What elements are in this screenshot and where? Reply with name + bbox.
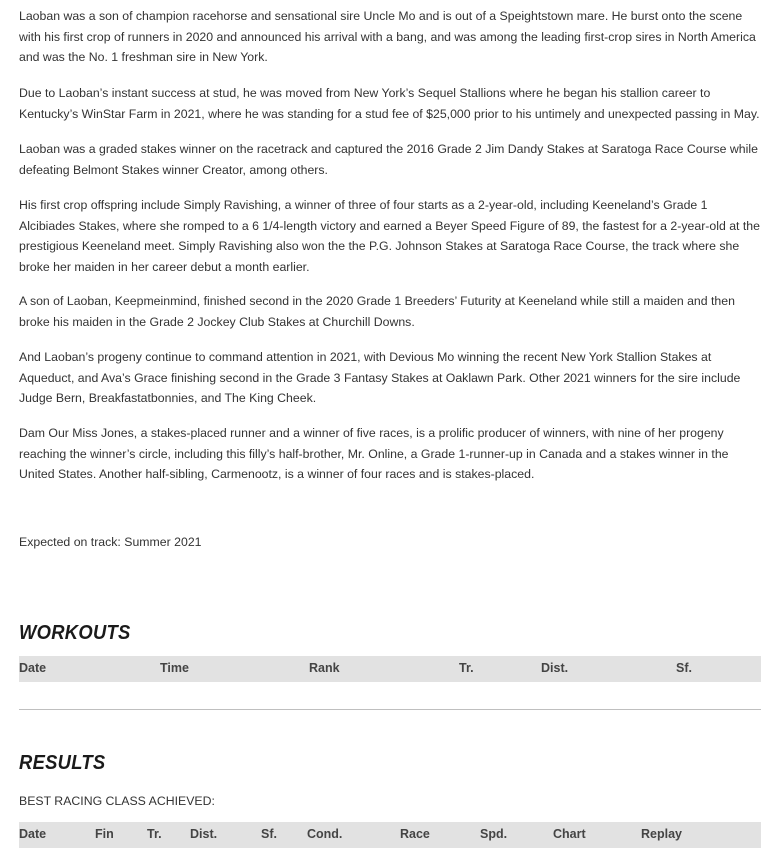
bio-paragraph-progeny-2021: And Laoban’s progeny continue to command attention in 2021, with Devious Mo winning the recent New York Stallion Stakes at Aqueduct, and Ava’s Grace finishing second in the Grade 3 Fantasy Stakes at Oaklawn Park. Other 2021 winners for the sire include Judge Bern, Breakfastatbonnies, and The King Cheek. [19,350,741,405]
results-col-replay: Replay [641,827,682,841]
results-col-chart: Chart [553,827,586,841]
bio-paragraph-dam: Dam Our Miss Jones, a stakes-placed runner and a winner of five races, is a prolific producer of winners, with nine of her progeny reaching the winner’s circle, including this filly’s half-brother, Mr. Online, a Grade 1-runner-up in Canada and a stakes winner in the United States. Another half-sibling, Carmenootz, is a winner of four races and is stakes-placed. [19,426,729,481]
workouts-col-surface: Sf. [676,661,692,675]
results-col-speed: Spd. [480,827,508,841]
results-col-race: Race [400,827,430,841]
bio-paragraph-keepmeinmind: A son of Laoban, Keepmeinmind, finished second in the 2020 Grade 1 Breeders’ Futurity at Keeneland while still a maiden and then broke his maiden in the Grade 2 Jockey Club Stakes at Churchill Downs. [19,294,735,329]
results-col-trainer: Tr. [147,827,162,841]
results-col-condition: Cond. [307,827,343,841]
workouts-divider [19,709,761,710]
results-col-finish: Fin [95,827,114,841]
bio-paragraph-sire: Laoban was a son of champion racehorse and sensational sire Uncle Mo and is out of a Speightstown mare. He burst onto the scene with his first crop of runners in 2020 and announced his arrival with a bang, and was among the leading first-crop sires in North America and was the No. 1 freshman sire in New York. [19,9,756,64]
workouts-col-trainer: Tr. [459,661,474,675]
results-col-distance: Dist. [190,827,218,841]
results-col-date: Date [19,827,47,841]
bio-paragraph-stud: Due to Laoban’s instant success at stud, he was moved from New York’s Sequel Stallions where he began his stallion career to Kentucky’s WinStar Farm in 2021, where he was standing for a stud fee of $25,000 prior to his untimely and unexpected passing in May. [19,86,760,121]
bio-paragraph-race-record: Laoban was a graded stakes winner on the racetrack and captured the 2016 Grade 2 Jim Dandy Stakes at Saratoga Race Course while defeating Belmont Stakes winner Creator, among others. [19,142,758,177]
bio-paragraph-first-crop: His first crop offspring include Simply Ravishing, a winner of three of four starts as a 2-year-old, including Keeneland’s Grade 1 Alcibiades Stakes, where she romped to a 6 1/4-length victory and earned a Beyer Speed Figure of 89, the fastest for a 2-year-old at the prestigious Keeneland meet. Simply Ravishing also won the the P.G. Johnson Stakes at Saratoga Race Course, the track where she broke her maiden in her career debut a month earlier. [19,198,760,274]
workouts-col-rank: Rank [309,661,340,675]
workouts-title: WORKOUTS [19,622,131,644]
expected-on-track: Expected on track: Summer 2021 [19,535,202,549]
best-racing-class-label: BEST RACING CLASS ACHIEVED: [19,794,215,808]
results-col-surface: Sf. [261,827,277,841]
results-title: RESULTS [19,752,106,774]
workouts-col-time: Time [160,661,189,675]
workouts-table-header [19,656,761,682]
workouts-col-distance: Dist. [541,661,569,675]
results-table-header [19,822,761,848]
workouts-col-date: Date [19,661,47,675]
